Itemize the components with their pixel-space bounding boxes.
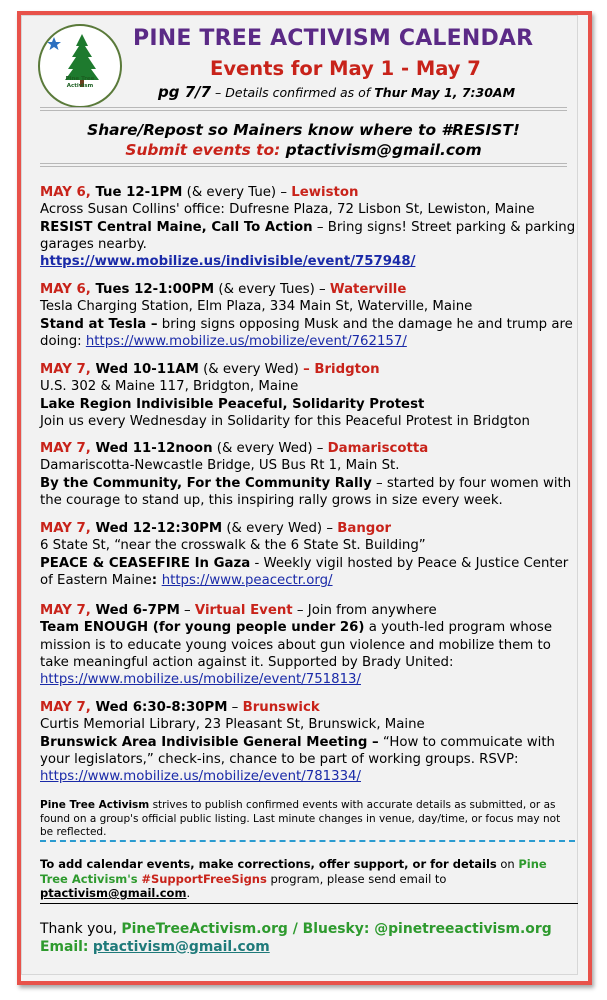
footer-email[interactable]: ptactivism@gmail.com: [92, 938, 270, 955]
event-link[interactable]: https://www.mobilize.us/indivisible/event/757948/: [40, 254, 416, 270]
event-day-time: Wed 10-11AM: [90, 362, 199, 377]
event-heading: [40, 361, 580, 378]
footer-site[interactable]: PineTreeActivism.org / Bluesky: @pinetreeactivism.org: [121, 921, 552, 937]
page-subtitle: Events for May 1 - May 7: [210, 57, 481, 80]
event-damariscotta: [40, 440, 580, 509]
page-dash: –: [211, 85, 226, 100]
event-body: [40, 734, 580, 786]
disclaimer-text: strives to publish confirmed events with accurate details as submitted, or as found on a group's official public listing. Last minute changes in venue, day/time, or focus may not be reflected.: [40, 799, 561, 839]
footer: [40, 921, 580, 956]
event-body: [40, 316, 580, 351]
event-location: 6 State St, “near the crosswalk & the 6 State St. Building”: [40, 538, 426, 554]
event-link-line: [40, 671, 580, 688]
submit-line: [40, 141, 567, 159]
share-text: Share/Repost so Mainers know where to #RESIST!: [87, 121, 520, 139]
event-name: Team ENOUGH (for young people under 26): [40, 620, 365, 636]
event-town: Waterville: [329, 282, 407, 297]
event-town: – Bridgton: [303, 362, 380, 377]
event-date: MAY 7,: [40, 700, 91, 715]
event-heading: [40, 699, 580, 716]
submit-label: Submit events to:: [125, 141, 286, 159]
event-body: [40, 219, 580, 254]
support-text-2: program, please send email to: [266, 871, 447, 886]
event-location: U.S. 302 & Maine 117, Bridgton, Maine: [40, 379, 299, 395]
submit-email: ptactivism@gmail.com: [285, 141, 482, 159]
footer-rule: [40, 903, 578, 904]
event-recur: (& every Wed) –: [212, 441, 328, 456]
thanks-text: Thank you,: [40, 921, 122, 937]
event-heading: [40, 602, 580, 619]
event-lewiston: [40, 184, 580, 270]
event-location: Across Susan Collins' office: Dufresne Plaza, 72 Lisbon St, Lewiston, Maine: [40, 202, 535, 218]
event-heading: [40, 184, 580, 201]
event-name: RESIST Central Maine, Call To Action: [40, 219, 313, 235]
event-link[interactable]: https://www.peacectr.org/: [161, 572, 333, 588]
event-body: [40, 619, 580, 671]
event-day-time: Wed 6-7PM: [90, 603, 180, 618]
event-recur: (& every Tues) –: [214, 282, 330, 297]
event-virtual: [40, 602, 580, 688]
event-heading: [40, 281, 580, 298]
details-prefix: Details confirmed as of: [225, 85, 375, 100]
event-location: Damariscotta-Newcastle Bridge, US Bus Rt 1, Main St.: [40, 458, 400, 474]
pine-tree-icon: [40, 26, 120, 106]
page-info: [158, 83, 515, 101]
event-date: MAY 7,: [40, 441, 91, 456]
thanks-line: [40, 921, 580, 939]
event-desc: – Bring signs! Street parking & parking garages nearby.: [40, 219, 576, 252]
event-heading: [40, 440, 580, 457]
event-name: Stand at Tesla –: [40, 316, 158, 332]
event-desc: a youth-led program whose mission is to educate young voices about gun violence and mobilize them to take meaningful action against it. Supported by Brady United:: [40, 620, 553, 670]
event-date: MAY 6,: [40, 282, 91, 297]
event-link[interactable]: https://www.mobilize.us/mobilize/event/751813/: [40, 672, 361, 688]
event-recur: (& every Tue) –: [182, 185, 292, 200]
event-town: Virtual Event: [194, 603, 293, 618]
event-desc: - Weekly vigil hosted by Peace & Justice Center of Eastern Maine: [40, 555, 569, 588]
event-link[interactable]: https://www.mobilize.us/mobilize/event/762157/: [85, 333, 407, 349]
event-name: Brunswick Area Indivisible General Meeting –: [40, 734, 379, 750]
event-bangor: [40, 520, 580, 589]
event-day-time: Wed 12-12:30PM: [90, 521, 223, 536]
footer-email-label: Email:: [40, 938, 89, 955]
event-waterville: [40, 281, 580, 350]
event-day-time: Wed 6:30-8:30PM: [90, 700, 228, 715]
dashed-divider: [40, 840, 575, 842]
event-day-time: Wed 11-12noon: [90, 441, 213, 456]
event-town: Brunswick: [242, 700, 320, 715]
event-town: Bangor: [337, 521, 392, 536]
event-day-time: Tue 12-1PM: [90, 185, 183, 200]
event-desc: “How to commuicate with your legislators,” check-ins, chance to be part of working groups. RSVP:: [40, 734, 555, 767]
event-sep: –: [227, 700, 243, 715]
event-link-line: [40, 253, 580, 270]
logo-text-line1: Pine Tree: [65, 76, 95, 82]
support-end: .: [186, 886, 191, 900]
logo-text-line2: Activism: [66, 83, 94, 89]
event-location: Curtis Memorial Library, 23 Pleasant St, Brunswick, Maine: [40, 717, 425, 733]
event-date: MAY 6,: [40, 185, 91, 200]
disclaimer-org: Pine Tree Activism: [40, 799, 150, 811]
event-body: [40, 555, 580, 590]
event-town: Damariscotta: [327, 441, 429, 456]
event-desc: bring signs opposing Musk and the damage he and trump are doing:: [40, 316, 573, 349]
event-date: MAY 7,: [40, 603, 91, 618]
support-on: on: [496, 857, 519, 871]
event-name: PEACE & CEASEFIRE In Gaza: [40, 555, 251, 571]
footer-email-line: [40, 939, 580, 957]
confirmed-date: Thur May 1, 7:30AM: [374, 85, 516, 100]
page-number: pg 7/7: [158, 83, 212, 101]
logo-text: [40, 76, 120, 90]
event-heading: [40, 520, 580, 537]
event-sep: –: [179, 603, 195, 618]
event-brunswick: [40, 699, 580, 785]
event-colon: :: [151, 572, 162, 588]
event-recur: – Join from anywhere: [292, 603, 437, 618]
event-date: MAY 7,: [40, 362, 91, 377]
pine-tree-logo: [38, 24, 122, 108]
event-desc: – started by four women with the courage to stand up, this inspiring rally grows in size every week.: [40, 475, 572, 508]
page-title: PINE TREE ACTIVISM CALENDAR: [133, 26, 534, 51]
event-name: By the Community, For the Community Rally: [40, 475, 372, 491]
event-day-time: Tues 12-1:00PM: [90, 282, 215, 297]
event-date: MAY 7,: [40, 521, 91, 536]
disclaimer: [40, 799, 575, 840]
divider: [40, 107, 567, 111]
support-text: To add calendar events, make corrections, offer support, or for details: [40, 857, 497, 871]
support-org: Pine Tree Activism's: [40, 857, 547, 886]
support-tag: #SupportFreeSigns: [141, 871, 267, 886]
support-info: [40, 857, 575, 901]
event-bridgton: [40, 361, 580, 430]
event-desc: Join us every Wednesday in Solidarity for this Peaceful Protest in Bridgton: [40, 413, 530, 429]
event-link[interactable]: https://www.mobilize.us/mobilize/event/781334/: [40, 769, 361, 785]
event-recur: (& every Wed): [198, 362, 304, 377]
event-body: [40, 475, 580, 510]
support-email[interactable]: ptactivism@gmail.com: [40, 886, 187, 900]
event-name: Lake Region Indivisible Peaceful, Solidarity Protest: [40, 396, 425, 412]
event-recur: (& every Wed) –: [222, 521, 338, 536]
event-location: Tesla Charging Station, Elm Plaza, 334 Main St, Waterville, Maine: [40, 299, 473, 315]
event-town: Lewiston: [291, 185, 359, 200]
divider: [40, 163, 567, 167]
